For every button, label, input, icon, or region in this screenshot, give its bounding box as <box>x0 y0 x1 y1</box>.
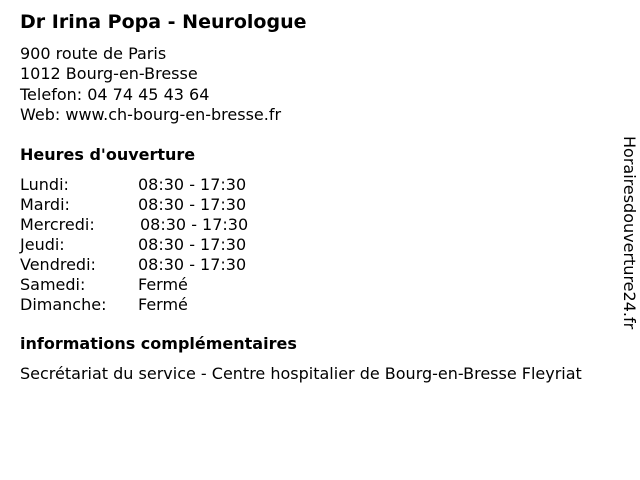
time-value: 08:30 - 17:30 <box>140 215 249 234</box>
hours-row-wednesday <box>20 215 580 235</box>
hours-row-thursday <box>20 235 580 255</box>
day-label: Jeudi: <box>20 235 65 254</box>
hours-row-tuesday <box>20 195 580 215</box>
time-value: 08:30 - 17:30 <box>138 255 247 274</box>
additional-info-heading: informations complémentaires <box>20 334 297 353</box>
day-label: Mercredi: <box>20 215 95 234</box>
additional-info-text: Secrétariat du service - Centre hospitalier de Bourg-en-Bresse Fleyriat <box>20 364 582 383</box>
day-label: Mardi: <box>20 195 70 214</box>
hours-row-monday <box>20 175 580 195</box>
phone-number: Telefon: 04 74 45 43 64 <box>20 85 210 104</box>
day-label: Vendredi: <box>20 255 96 274</box>
website-link[interactable]: Web: www.ch-bourg-en-bresse.fr <box>20 105 282 124</box>
opening-hours-heading: Heures d'ouverture <box>20 145 196 164</box>
address-city: 1012 Bourg-en-Bresse <box>20 64 198 83</box>
time-value: Fermé <box>138 275 188 294</box>
time-value: 08:30 - 17:30 <box>138 195 247 214</box>
time-value: Fermé <box>138 295 188 314</box>
time-value: 08:30 - 17:30 <box>138 175 247 194</box>
site-watermark: Horairesdouverture24.fr <box>620 136 639 330</box>
address-street: 900 route de Paris <box>20 44 167 63</box>
day-label: Dimanche: <box>20 295 107 314</box>
hours-row-saturday <box>20 275 580 295</box>
page-title: Dr Irina Popa - Neurologue <box>20 11 307 33</box>
day-label: Samedi: <box>20 275 86 294</box>
hours-row-sunday <box>20 295 580 315</box>
day-label: Lundi: <box>20 175 69 194</box>
time-value: 08:30 - 17:30 <box>138 235 247 254</box>
hours-row-friday <box>20 255 580 275</box>
